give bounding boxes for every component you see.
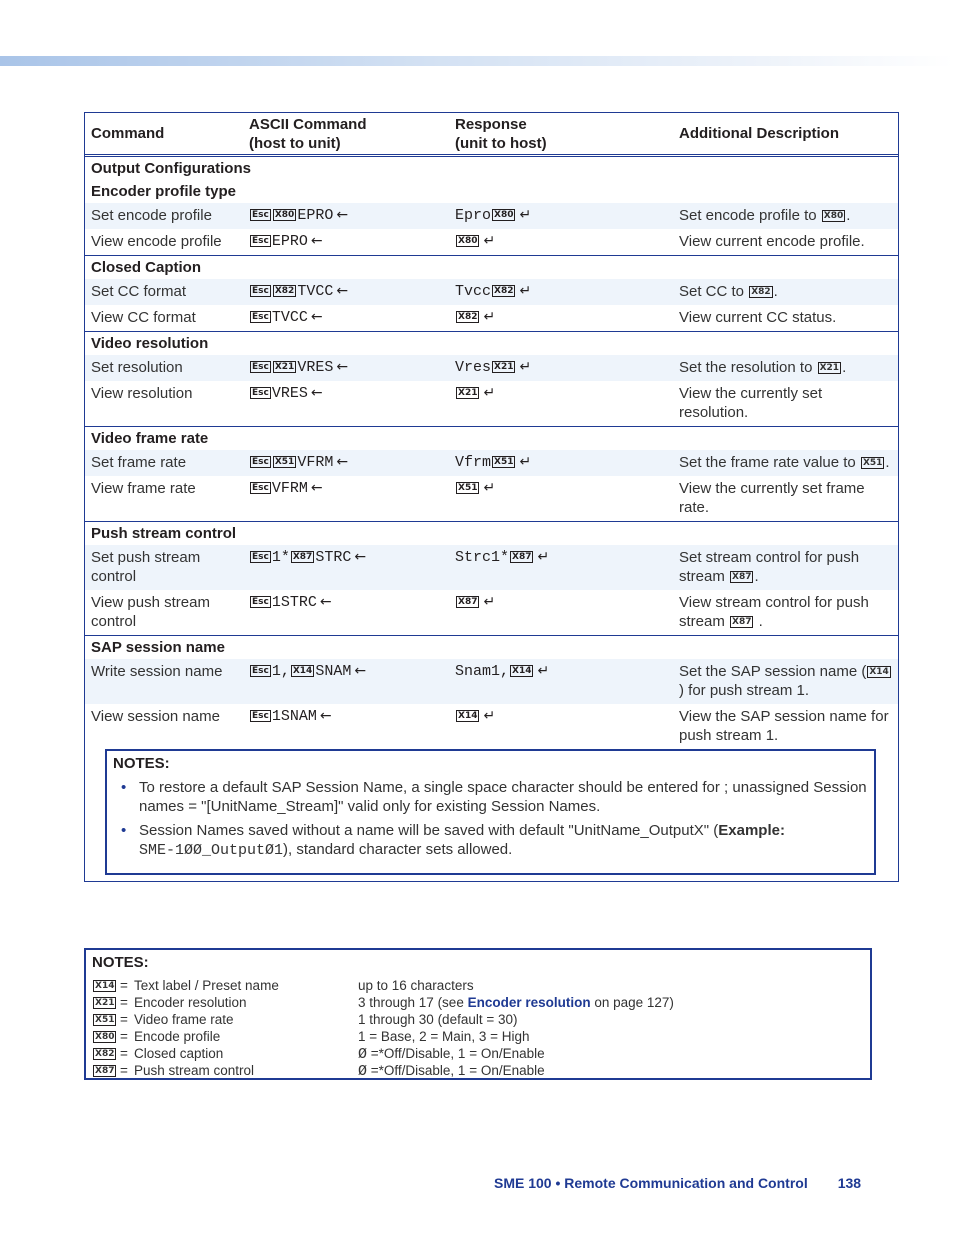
return-icon: ↵	[519, 454, 532, 470]
table-row	[85, 355, 898, 381]
legend-description: Encode profile	[134, 1029, 221, 1044]
response	[455, 308, 679, 327]
section-closed-caption	[85, 256, 898, 332]
legend-row	[92, 977, 864, 994]
notes-title: NOTES:	[113, 755, 170, 772]
variable-symbol: X82	[274, 286, 295, 296]
footer-title: SME 100 • Remote Communication and Control	[494, 1175, 808, 1191]
description: View current encode profile.	[679, 233, 865, 250]
header-ascii-line1: ASCII Command	[249, 115, 367, 133]
response	[455, 453, 679, 472]
legend-value-text: 3 through 17 (see	[358, 995, 468, 1010]
section-sap-session	[85, 636, 898, 875]
header-bar	[0, 56, 954, 66]
response	[455, 662, 679, 681]
variable-symbol: X82	[458, 312, 478, 322]
return-icon: ↵	[519, 283, 532, 299]
response	[455, 479, 679, 498]
response	[455, 358, 679, 377]
header-ascii-line2: (host to unit)	[249, 134, 341, 152]
description-text: Set the resolution to	[679, 359, 817, 376]
return-icon: ↵	[483, 385, 496, 401]
legend-row	[92, 1045, 864, 1062]
ascii-command	[249, 707, 455, 726]
arrow-left-icon: ←	[336, 359, 349, 375]
note-text	[139, 821, 785, 860]
note-text-part: ), standard character sets allowed.	[283, 841, 513, 858]
variable-symbol: X21	[458, 388, 478, 398]
response	[455, 593, 679, 612]
section-title: Encoder profile type	[91, 183, 237, 200]
description-text: Set the SAP session name (	[679, 663, 867, 680]
legend-description: Encoder resolution	[134, 995, 247, 1010]
ascii-text: VFRM	[271, 480, 308, 497]
description-text: Set CC to	[679, 283, 749, 300]
table-row	[85, 590, 898, 635]
section-title: SAP session name	[91, 639, 225, 656]
description	[679, 662, 898, 700]
section-push-stream	[85, 522, 898, 636]
legend-value: 1 = Base, 2 = Main, 3 = High	[358, 1029, 530, 1044]
equals-sign: =	[120, 1046, 128, 1061]
description-text: Set encode profile to	[679, 207, 821, 224]
variable-symbol: X87	[732, 572, 752, 582]
esc-key-symbol: Esc	[252, 236, 269, 246]
description: View the SAP session name for push stream 1.	[679, 708, 889, 744]
description-text: Set the frame rate value to	[679, 454, 860, 471]
table-row	[85, 305, 898, 331]
description-text: ) for push stream 1.	[679, 682, 810, 699]
description	[679, 593, 898, 631]
section-title: Video resolution	[91, 335, 209, 352]
note-example-code: SME-1ØØ_OutputØ1	[139, 842, 284, 859]
esc-key-symbol: Esc	[252, 210, 269, 220]
notes-title: NOTES:	[92, 954, 149, 971]
variable-symbol: X87	[292, 552, 313, 562]
ascii-text: 1STRC	[271, 594, 317, 611]
table-row	[85, 229, 898, 255]
table-row	[85, 203, 898, 229]
ascii-command	[249, 358, 455, 377]
esc-key-symbol: Esc	[252, 388, 269, 398]
equals-sign: =	[120, 1012, 128, 1027]
ascii-command	[249, 548, 455, 567]
response	[455, 206, 679, 225]
legend-value-text: =*Off/Disable, 1 = On/Enable	[367, 1063, 545, 1078]
section-title: Output Configurations	[91, 160, 251, 177]
response-text: Vres	[455, 359, 492, 376]
description	[679, 358, 898, 377]
ascii-command	[249, 282, 455, 301]
note-text-part: Session Names saved without a name will be saved with default "UnitName_OutputX" (	[139, 822, 719, 839]
encoder-resolution-link[interactable]: Encoder resolution	[467, 995, 591, 1010]
command-name: Set CC format	[91, 283, 187, 300]
command-name: View frame rate	[91, 480, 196, 497]
legend-notes-box	[84, 948, 872, 1080]
variable-symbol: X82	[494, 286, 514, 296]
arrow-left-icon: ←	[354, 663, 367, 679]
ascii-command	[249, 308, 455, 327]
description	[679, 282, 898, 301]
esc-key-symbol: Esc	[252, 711, 269, 721]
command-name: Set frame rate	[91, 454, 187, 471]
arrow-left-icon: ←	[336, 207, 349, 223]
bullet-icon: •	[121, 779, 127, 796]
description	[679, 453, 898, 472]
description: View the currently set resolution.	[679, 385, 823, 421]
variable-symbol: X80	[95, 1032, 115, 1042]
header-response-line1: Response	[455, 115, 527, 133]
zero-glyph: Ø	[358, 1046, 368, 1063]
command-name: View resolution	[91, 385, 193, 402]
legend-row	[92, 1011, 864, 1028]
ascii-text: VRES	[297, 359, 334, 376]
legend-value	[358, 994, 674, 1011]
response	[455, 707, 679, 726]
table-row	[85, 381, 898, 426]
ascii-text: VFRM	[297, 454, 334, 471]
response-text: Strc1*	[455, 549, 510, 566]
table-header	[85, 113, 898, 157]
variable-symbol: X87	[512, 552, 532, 562]
description-text: .	[754, 613, 763, 630]
variable-symbol: X14	[95, 981, 115, 991]
variable-symbol: X21	[95, 998, 115, 1008]
section-title: Closed Caption	[91, 259, 202, 276]
response-text: Snam1,	[455, 663, 510, 680]
notes-box	[105, 749, 876, 875]
esc-key-symbol: Esc	[252, 286, 269, 296]
return-icon: ↵	[483, 309, 496, 325]
bullet-icon: •	[121, 822, 127, 839]
table-row	[85, 704, 898, 749]
ascii-text: 1SNAM	[271, 708, 317, 725]
legend-value: up to 16 characters	[358, 978, 474, 993]
arrow-left-icon: ←	[336, 454, 349, 470]
variable-symbol: X51	[862, 458, 883, 468]
legend-description: Video frame rate	[134, 1012, 234, 1027]
legend-description: Push stream control	[134, 1063, 255, 1078]
legend-value: 1 through 30 (default = 30)	[358, 1012, 518, 1027]
header-description: Additional Description	[679, 125, 840, 142]
esc-key-symbol: Esc	[252, 483, 269, 493]
equals-sign: =	[120, 1063, 128, 1078]
ascii-command	[249, 662, 455, 681]
legend-value	[358, 1045, 545, 1062]
description-text: .	[846, 207, 851, 224]
ascii-text: STRC	[315, 549, 352, 566]
table-row	[85, 476, 898, 521]
ascii-command	[249, 206, 455, 225]
ascii-text: 1,	[271, 663, 290, 680]
variable-symbol: X51	[274, 457, 295, 467]
ascii-command	[249, 384, 455, 403]
variable-symbol: X21	[494, 362, 514, 372]
ascii-text: TVCC	[297, 283, 334, 300]
esc-key-symbol: Esc	[252, 362, 269, 372]
variable-symbol: X87	[95, 1066, 115, 1076]
legend-value	[358, 1062, 545, 1079]
legend-description: Text label / Preset name	[134, 978, 279, 993]
variable-symbol: X82	[751, 287, 771, 297]
variable-symbol: X51	[458, 483, 478, 493]
ascii-command	[249, 232, 455, 251]
response-text: Epro	[455, 207, 492, 224]
variable-symbol: X14	[869, 667, 889, 677]
arrow-left-icon: ←	[354, 549, 367, 565]
variable-symbol: X14	[512, 666, 532, 676]
table-row	[85, 450, 898, 476]
return-icon: ↵	[519, 207, 532, 223]
table-row	[85, 279, 898, 305]
legend-value-text: on page 127)	[590, 995, 674, 1010]
arrow-left-icon: ←	[310, 480, 323, 496]
variable-symbol: X80	[458, 236, 478, 246]
section-video-resolution	[85, 332, 898, 427]
description-text: Set stream control for push stream	[679, 549, 860, 585]
command-table	[84, 112, 899, 882]
legend-row	[92, 1062, 864, 1079]
header-response-line2: (unit to host)	[455, 134, 547, 152]
page-footer	[494, 1175, 861, 1191]
ascii-text: SNAM	[315, 663, 352, 680]
variable-symbol: X87	[458, 597, 478, 607]
section-title: Push stream control	[91, 525, 237, 542]
legend-description: Closed caption	[134, 1046, 224, 1061]
header-response	[455, 115, 679, 153]
variable-symbol: X80	[494, 210, 514, 220]
response	[455, 384, 679, 403]
description-text: .	[885, 454, 890, 471]
description: View current CC status.	[679, 309, 837, 326]
table-row	[85, 659, 898, 704]
page-number: 138	[837, 1175, 862, 1191]
arrow-left-icon: ←	[319, 708, 332, 724]
response-text: Tvcc	[455, 283, 492, 300]
variable-symbol: X21	[274, 362, 295, 372]
response	[455, 282, 679, 301]
section-title: Video frame rate	[91, 430, 209, 447]
ascii-text: EPRO	[297, 207, 334, 224]
header-ascii	[249, 115, 455, 153]
variable-symbol: X80	[823, 211, 844, 221]
variable-symbol: X14	[292, 666, 313, 676]
esc-key-symbol: Esc	[252, 597, 269, 607]
equals-sign: =	[120, 995, 128, 1010]
equals-sign: =	[120, 978, 128, 993]
command-name: Write session name	[91, 663, 223, 680]
legend-row	[92, 1028, 864, 1045]
arrow-left-icon: ←	[336, 283, 349, 299]
ascii-text: VRES	[271, 385, 308, 402]
section-video-frame-rate	[85, 427, 898, 522]
section-encoder-profile	[85, 157, 898, 256]
ascii-text: TVCC	[271, 309, 308, 326]
command-name: View push stream control	[91, 594, 210, 630]
description-text: .	[754, 568, 759, 585]
response-text: Vfrm	[455, 454, 492, 471]
table-row	[85, 545, 898, 590]
description-text: .	[773, 283, 778, 300]
description	[679, 206, 898, 225]
return-icon: ↵	[519, 359, 532, 375]
arrow-left-icon: ←	[310, 385, 323, 401]
ascii-command	[249, 479, 455, 498]
legend-row	[92, 994, 864, 1011]
response	[455, 232, 679, 251]
zero-glyph: Ø	[358, 1063, 368, 1080]
header-command: Command	[91, 125, 165, 142]
return-icon: ↵	[483, 594, 496, 610]
ascii-command	[249, 593, 455, 612]
description-text: View stream control for push stream	[679, 594, 869, 630]
esc-key-symbol: Esc	[252, 552, 269, 562]
description	[679, 548, 898, 586]
ascii-command	[249, 453, 455, 472]
return-icon: ↵	[483, 708, 496, 724]
legend-value-text: =*Off/Disable, 1 = On/Enable	[367, 1046, 545, 1061]
command-name: Set push stream control	[91, 549, 201, 585]
arrow-left-icon: ←	[319, 594, 332, 610]
esc-key-symbol: Esc	[252, 666, 269, 676]
ascii-text: 1*	[271, 549, 290, 566]
response	[455, 548, 679, 567]
note-item	[113, 778, 868, 816]
return-icon: ↵	[537, 549, 550, 565]
command-name: Set encode profile	[91, 207, 212, 224]
note-text: To restore a default SAP Session Name, a single space character should be entered for ; unassigned Session names = "[UnitName_Stream]" valid only for existing Session Names.	[139, 779, 867, 815]
variable-symbol: X51	[494, 457, 514, 467]
return-icon: ↵	[483, 480, 496, 496]
variable-symbol: X14	[458, 711, 478, 721]
command-name: View CC format	[91, 309, 196, 326]
esc-key-symbol: Esc	[252, 457, 269, 467]
arrow-left-icon: ←	[310, 309, 323, 325]
command-name: Set resolution	[91, 359, 183, 376]
command-name: View encode profile	[91, 233, 222, 250]
variable-symbol: X21	[819, 363, 840, 373]
command-name: View session name	[91, 708, 220, 725]
note-example-label: Example:	[718, 822, 785, 839]
variable-symbol: X87	[732, 617, 752, 627]
arrow-left-icon: ←	[310, 233, 323, 249]
variable-symbol: X82	[95, 1049, 115, 1059]
ascii-text: EPRO	[271, 233, 308, 250]
return-icon: ↵	[483, 233, 496, 249]
description-text: .	[842, 359, 847, 376]
note-item	[113, 821, 868, 860]
description: View the currently set frame rate.	[679, 480, 865, 516]
variable-symbol: X80	[274, 210, 295, 220]
esc-key-symbol: Esc	[252, 312, 269, 322]
return-icon: ↵	[537, 663, 550, 679]
variable-symbol: X51	[95, 1015, 115, 1025]
equals-sign: =	[120, 1029, 128, 1044]
